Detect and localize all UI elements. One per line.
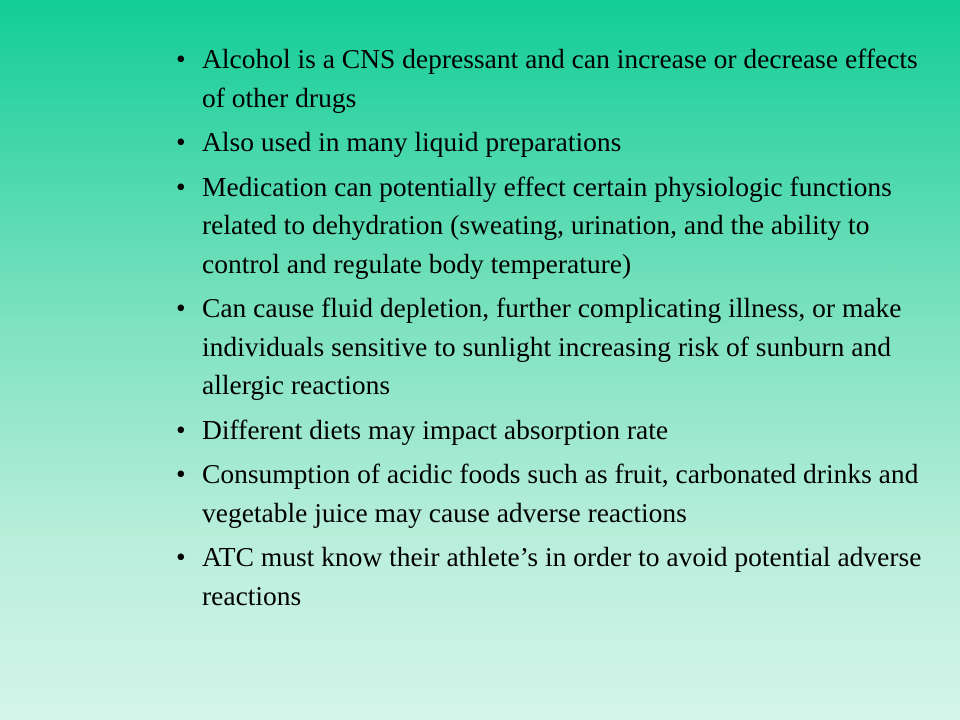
- bullet-marker: •: [176, 458, 186, 489]
- bullet-item: [176, 455, 936, 532]
- bullet-item: [176, 411, 936, 450]
- bullet-marker: •: [176, 170, 186, 202]
- bullet-marker: •: [176, 292, 186, 323]
- bullet-item: [176, 123, 936, 162]
- bullet-item: [176, 40, 936, 117]
- bullet-text: Consumption of acidic foods such as fruit, carbonated drinks and vegetable juice may cause adverse reactions: [202, 458, 919, 528]
- bullet-text: Also used in many liquid preparations: [202, 126, 622, 157]
- bullet-item: [176, 168, 936, 284]
- bullet-item: [176, 538, 936, 615]
- bullet-text: Alcohol is a CNS depressant and can increase or decrease effects of other drugs: [202, 43, 918, 113]
- bullet-marker: •: [176, 43, 186, 74]
- bullet-item: [176, 289, 936, 405]
- bullet-text: Different diets may impact absorption rate: [202, 413, 669, 445]
- bullet-text: Can cause fluid depletion, further complicating illness, or make individuals sensitive to sunlight increasing risk of sunburn and allergic reactions: [202, 292, 902, 400]
- bullet-text: ATC must know their athlete’s in order to avoid potential adverse reactions: [202, 541, 922, 611]
- bullet-marker: •: [176, 413, 186, 445]
- bullet-text: Medication can potentially effect certain physiologic functions related to dehydration (sweating, urination, and the ability to control and regulate body temperature): [202, 170, 892, 279]
- bullet-list: [176, 40, 936, 621]
- bullet-marker: •: [176, 126, 186, 157]
- bullet-marker: •: [176, 541, 186, 572]
